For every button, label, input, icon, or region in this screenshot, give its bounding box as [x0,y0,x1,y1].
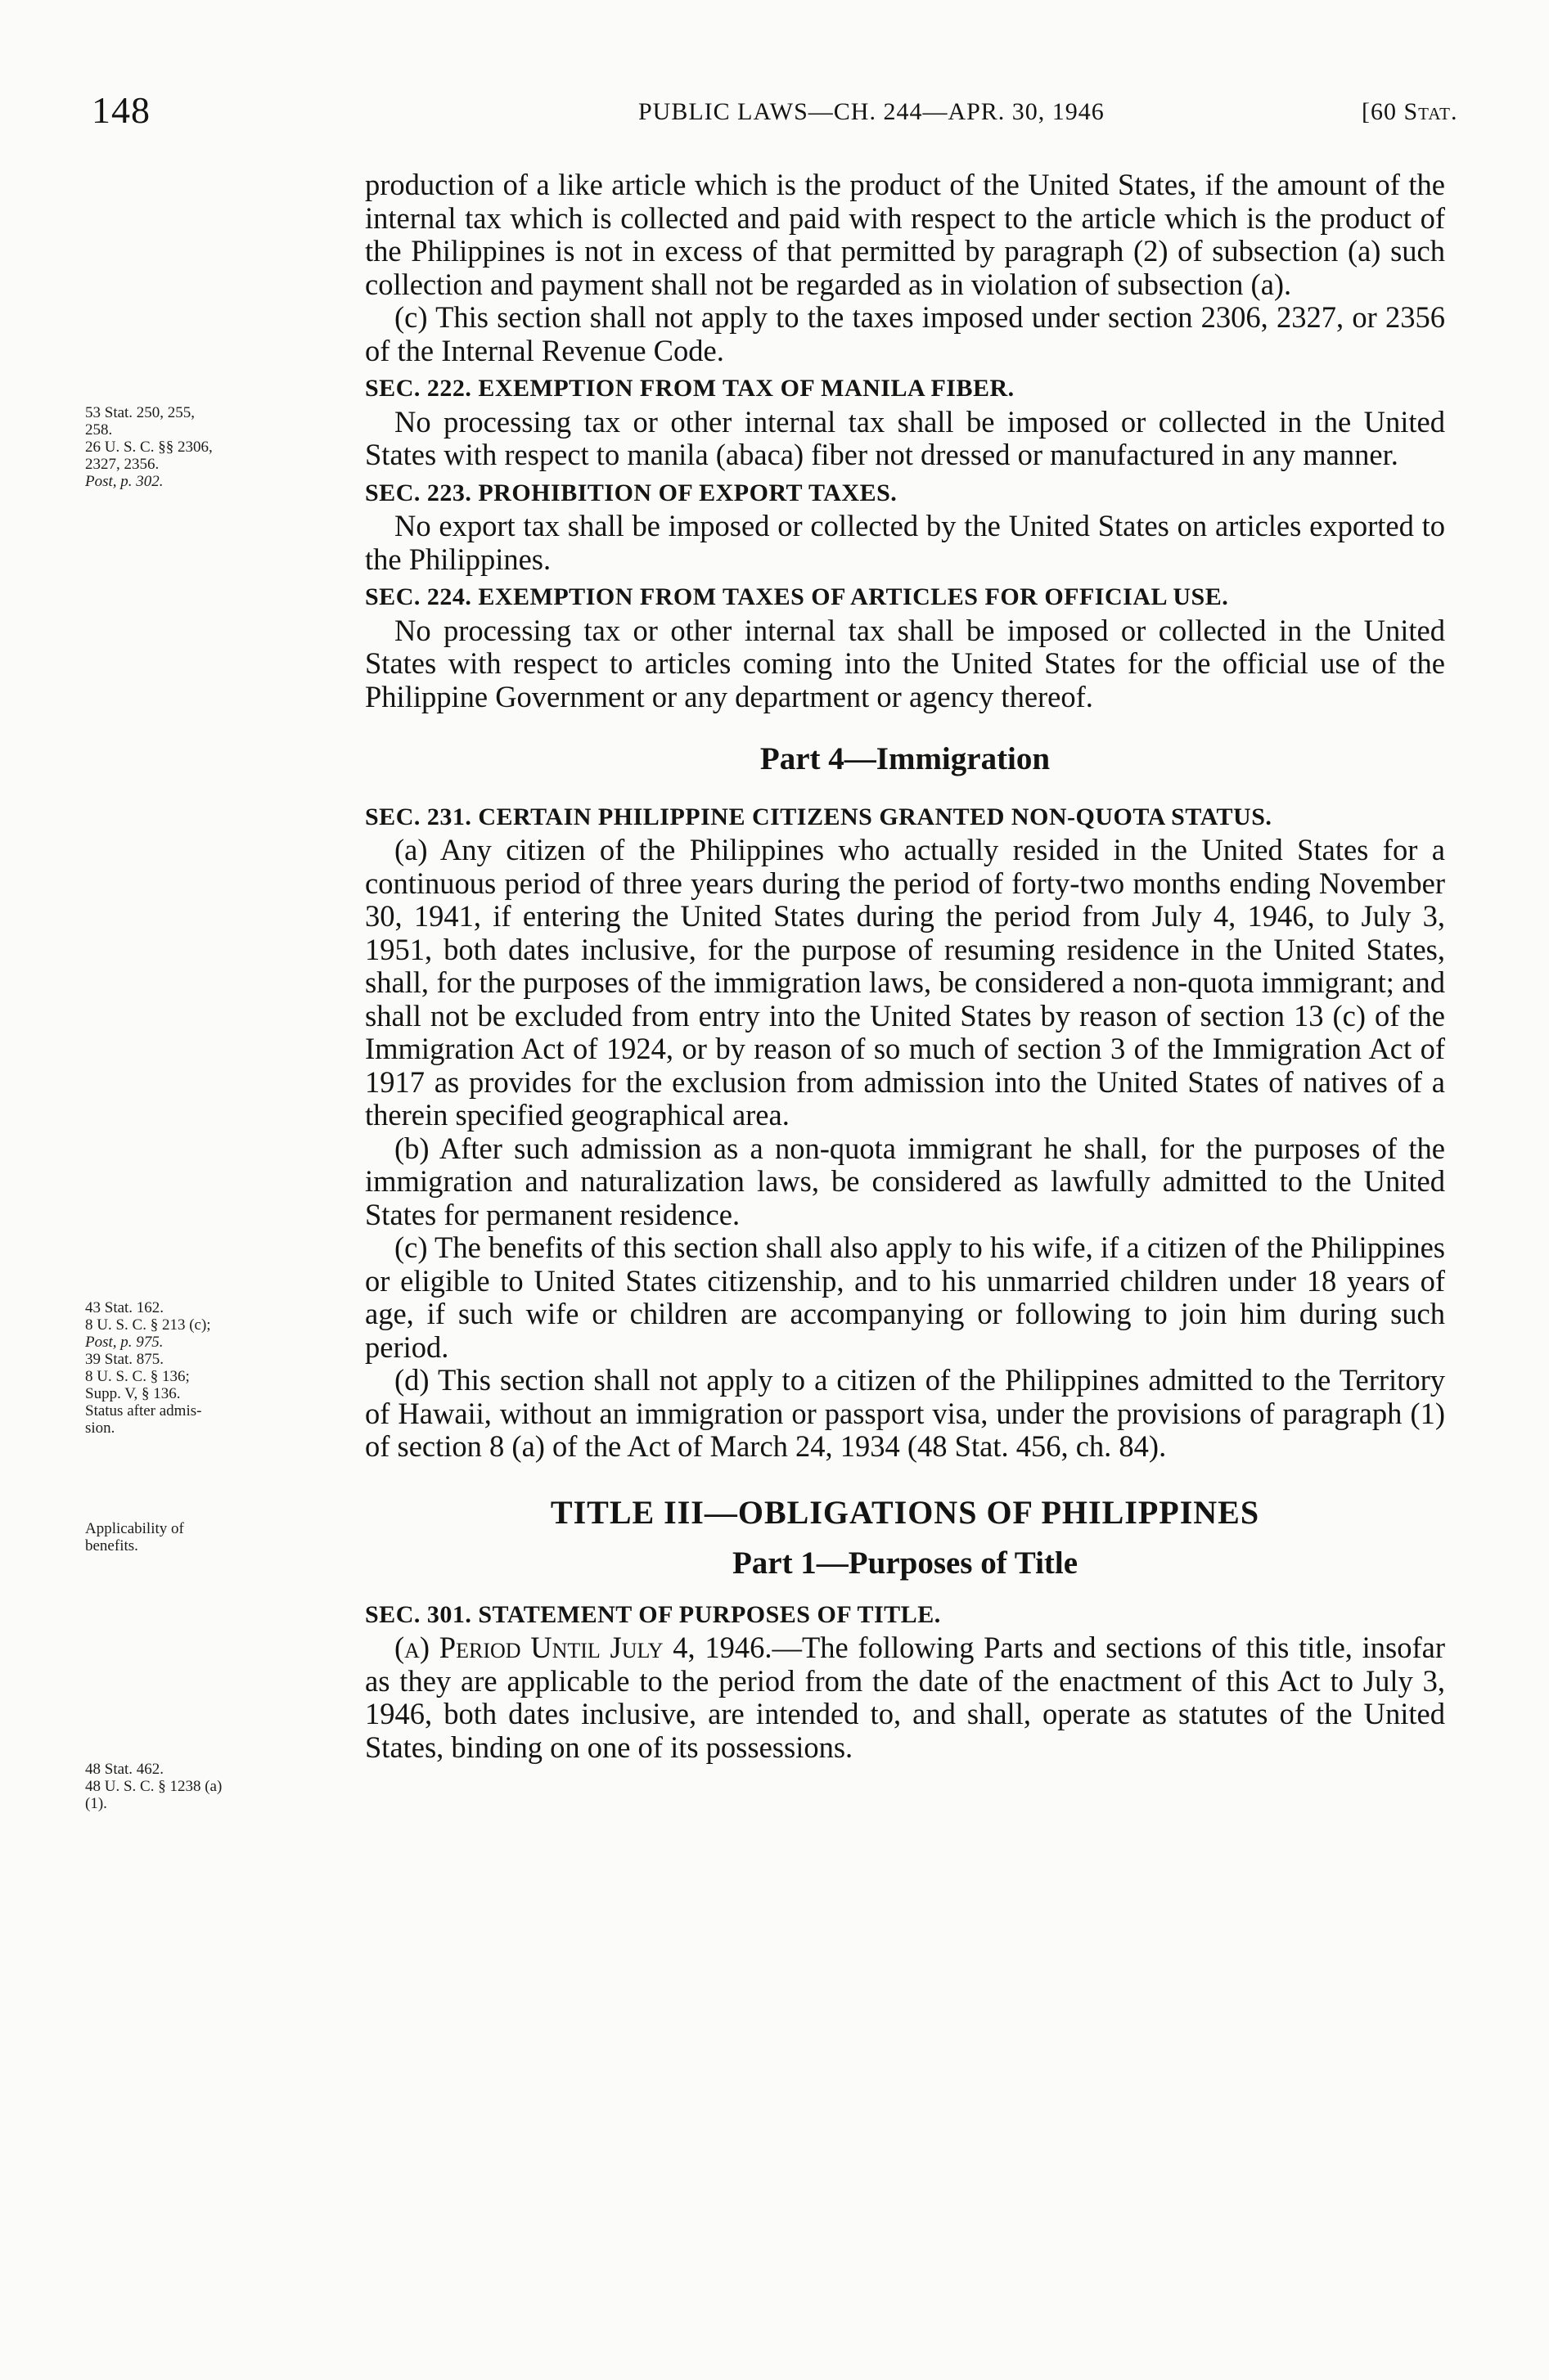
sec224-text: No processing tax or other internal tax shall be imposed or collected in the United States with respect to articles coming into the United States for the official use of the Philippine Government or any department or agency thereof. [365,613,1445,713]
running-title: PUBLIC LAWS—CH. 244—APR. 30, 1946 [638,98,1105,125]
part4-title: Part 4—Immigration [759,741,1051,776]
sec301-a-text: —The following Parts and sections of this title, insofar as they are applicable to the period from the date of the enactment of this Act to July 3, 1946, both dates inclusive, are intended to, and shall, operate as statutes of the United States, binding on one of its possessions. [365,1631,1446,1764]
sec231-b: (b) After such admission as a non-quota immigrant he shall, for the purposes of the immigration and naturalization laws, be considered as lawfully admitted to the United States for permanent residence. [365,1131,1445,1231]
volume-reference: [60 Stat. [1362,98,1458,125]
sec223-text: No export tax shall be imposed or collected by the United States on articles exported to the Philippines. [365,509,1445,576]
sec231-heading: SEC. 231. CERTAIN PHILIPPINE CITIZENS GRANTED NON-QUOTA STATUS. [365,803,1272,830]
sec231-c: (c) The benefits of this section shall also apply to his wife, if a citizen of the Philippines or eligible to United States citizenship, and to his unmarried children under 18 years of age, if such wife or children are accompanying or following to join him during such period. [365,1230,1445,1364]
sec231-d: (d) This section shall not apply to a citizen of the Philippines admitted to the Territory of Hawaii, without an immigration or passport visa, under the provisions of paragraph (1) of section 8 (a) of the Act of March 24, 1934 (48 Stat. 456, ch. 84). [365,1363,1445,1463]
sec231-a: (a) Any citizen of the Philippines who actually resided in the United States for a continuous period of three years during the period of forty-two months ending November 30, 1941, if entering the United States during the period from July 4, 1946, to July 3, 1951, both dates inclusive, for the purpose of resuming residence in the United States, shall, for the purposes of the immigration laws, be considered a non-quota immigrant; and shall not be excluded from entry into the United States by reason of section 13 (c) of the Immigration Act of 1924, or by reason of so much of section 3 of the Immigration Act of 1917 as provides for the exclusion from admission into the United States of natives of a therein specified geographical area. [365,833,1445,1132]
margin-note-citation-2: 43 Stat. 162. 8 U. S. C. § 213 (c); Post, p. 975. 39 Stat. 875. 8 U. S. C. § 136; Supp. V, § 136. Status after admis- sion. [85,1299,211,1437]
title-iii-heading: TITLE III—OBLIGATIONS OF PHILIPPINES [550,1493,1260,1531]
sec223-heading: SEC. 223. PROHIBITION OF EXPORT TAXES. [365,479,898,506]
sec301-heading: SEC. 301. STATEMENT OF PURPOSES OF TITLE. [365,1600,941,1628]
page-number: 148 [92,89,151,131]
part1-title: Part 1—Purposes of Title [732,1545,1078,1581]
margin-note-applicability: Applicability of benefits. [85,1520,184,1554]
sec222-heading: SEC. 222. EXEMPTION FROM TAX OF MANILA FIBER. [365,375,1015,402]
body-text-column [365,169,1445,1764]
sec301-a-lead: (a) Period Until July 4, 1946. [394,1631,772,1664]
margin-note-citation-4: 48 Stat. 462. 48 U. S. C. § 1238 (a) (1). [85,1761,223,1812]
sec222-text: No processing tax or other internal tax shall be imposed or collected in the United States with respect to manila (abaca) fiber not dressed or manufactured in any manner. [365,404,1445,471]
sec301-a [365,1631,1445,1764]
sec224-heading: SEC. 224. EXEMPTION FROM TAXES OF ARTICLES FOR OFFICIAL USE. [365,583,1229,610]
paragraph-continued: production of a like article which is the product of the United States, if the amount of the internal tax which is collected and paid with respect to the article which is the product of the Philippines is not in excess of that permitted by paragraph (2) of subsection (a) such collection and payment shall not be regarded as in violation of subsection (a). [365,168,1445,301]
margin-note-citation-1: 53 Stat. 250, 255, 258. 26 U. S. C. §§ 2306, 2327, 2356. Post, p. 302. [85,404,213,490]
paragraph-sec221-c: (c) This section shall not apply to the taxes imposed under section 2306, 2327, or 2356 of the Internal Revenue Code. [365,300,1445,367]
